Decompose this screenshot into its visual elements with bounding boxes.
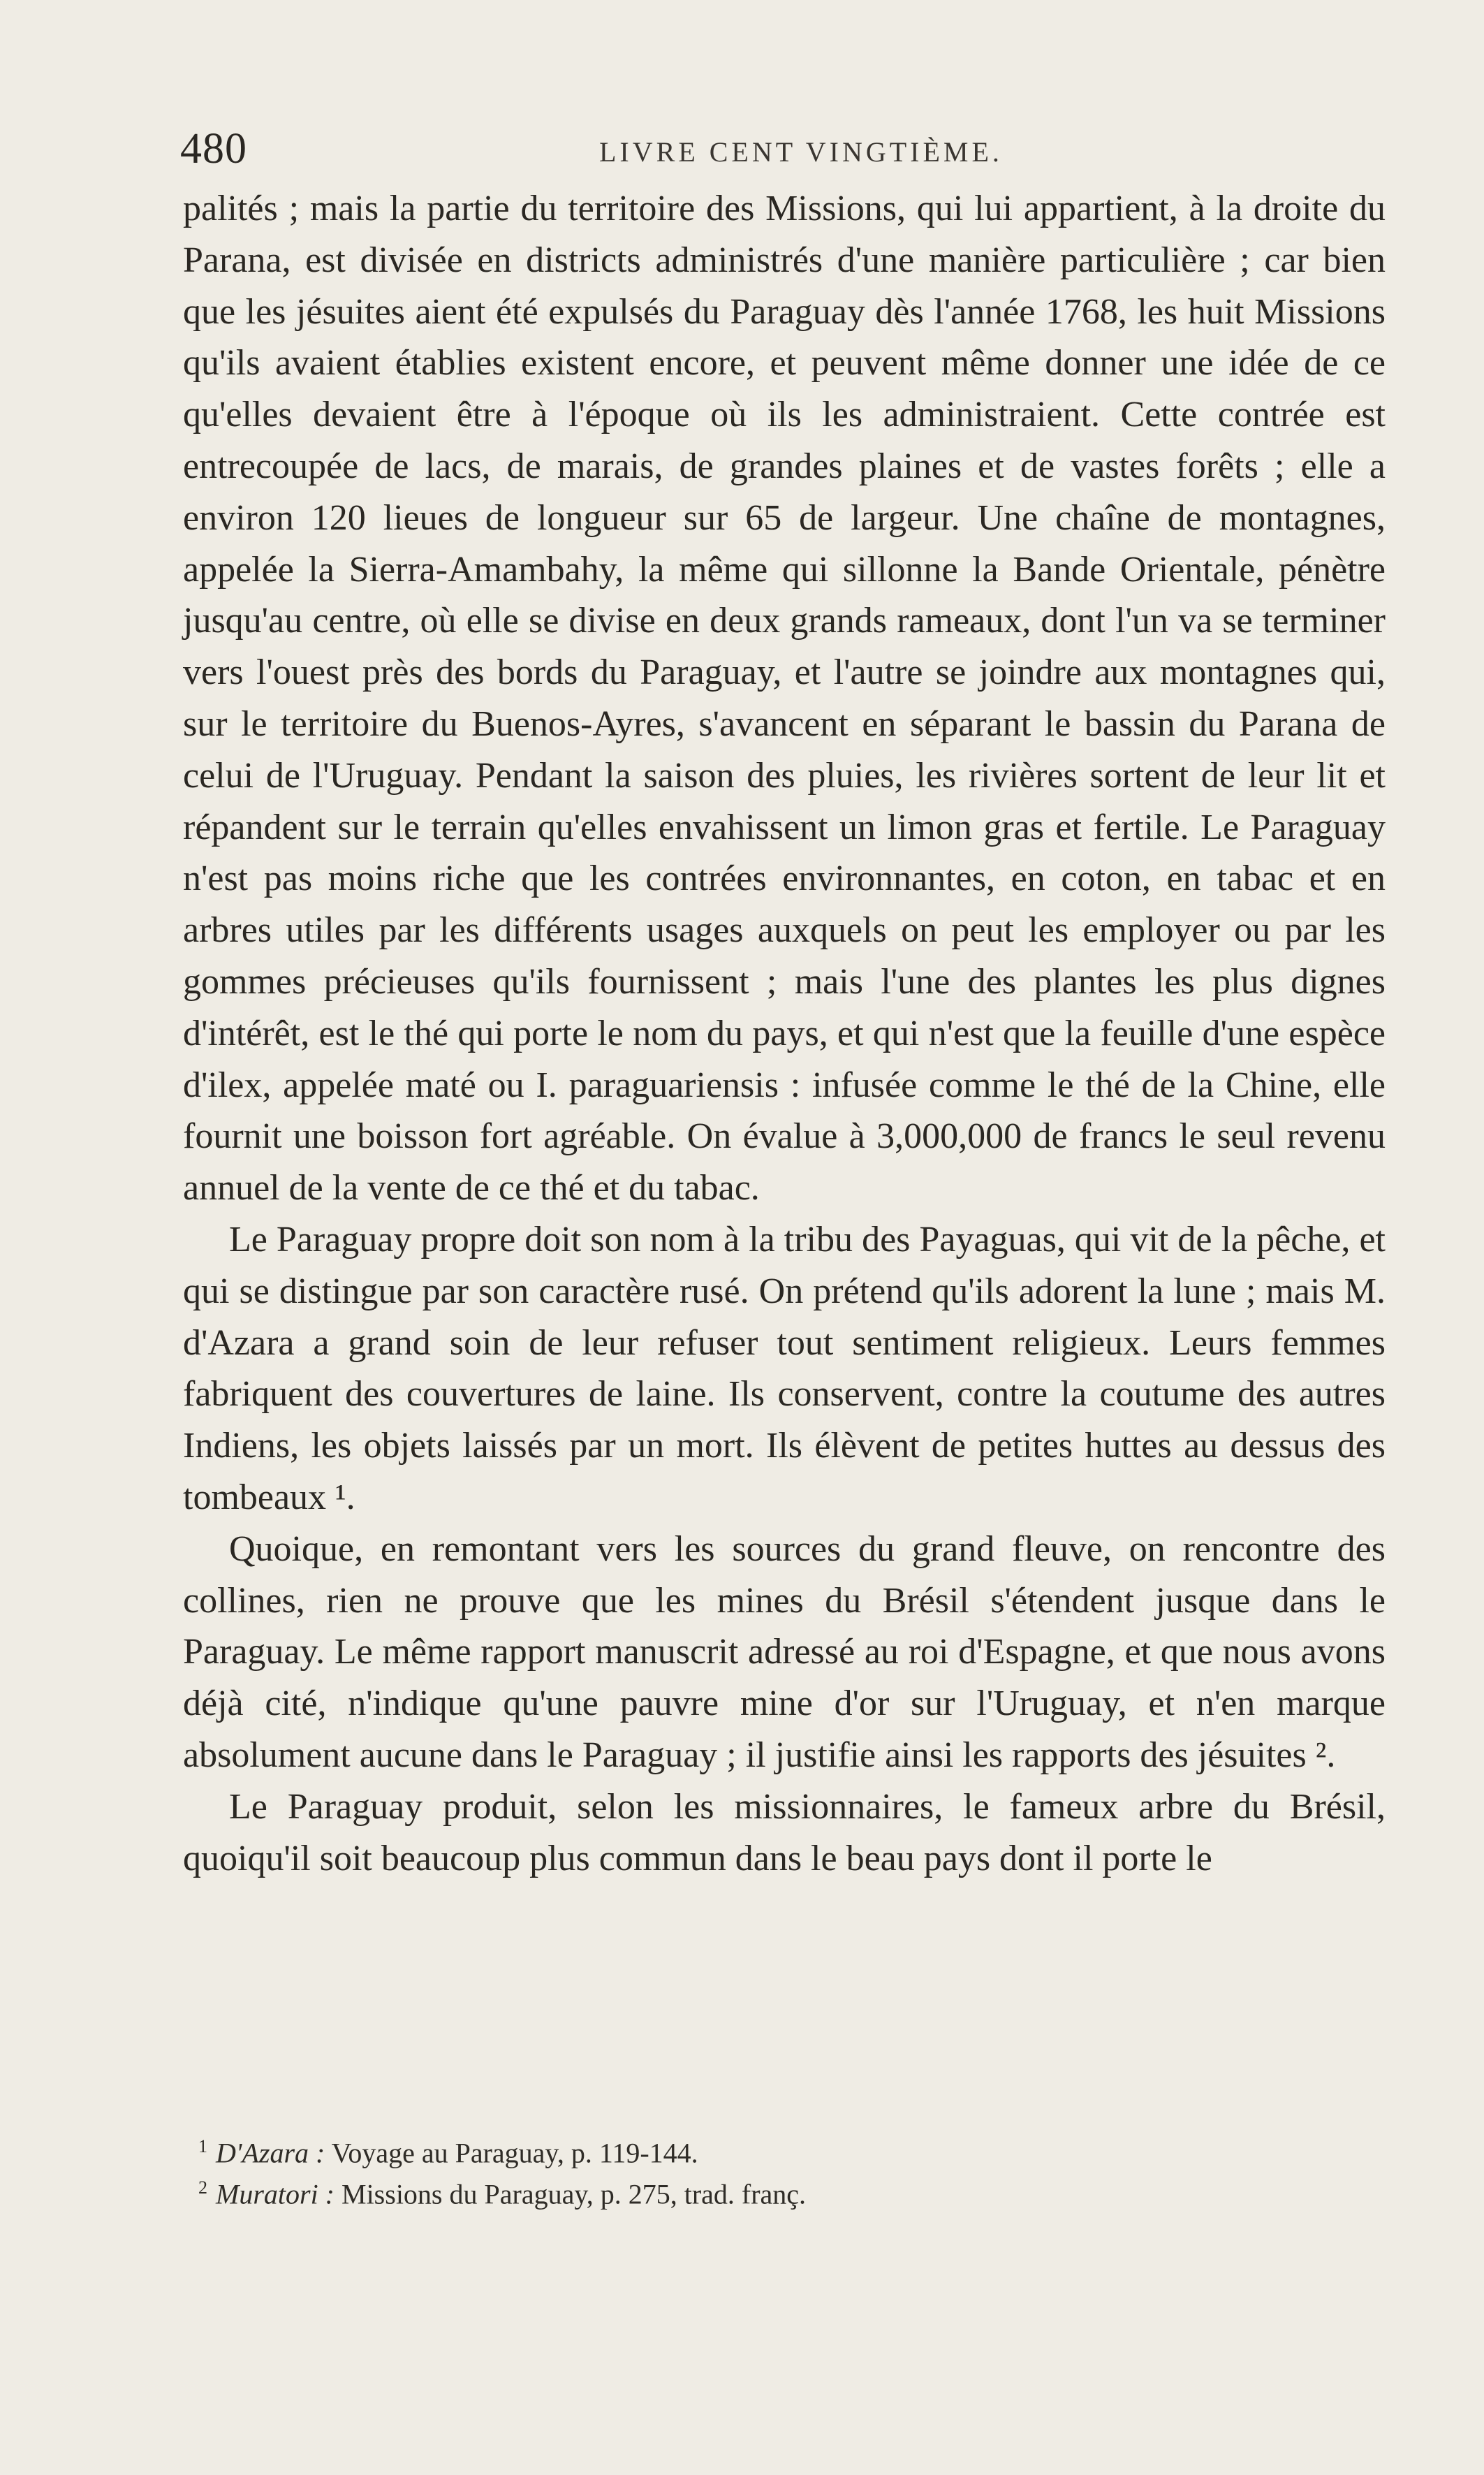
running-title: LIVRE CENT VINGTIÈME.: [599, 136, 1003, 168]
footnote-author: Muratori :: [216, 2178, 335, 2210]
page-number: 480: [180, 125, 247, 173]
paragraph: Le Paraguay produit, selon les missionnaires, le fameux arbre du Brésil, quoiqu'il soit beaucoup plus commun dans le beau pays dont il porte le: [183, 1786, 1386, 1878]
footnotes: [183, 2129, 1386, 2212]
footnote-marker: 1: [198, 2136, 207, 2156]
paragraph: Quoique, en remontant vers les sources du grand fleuve, on rencontre des collines, rien ne prouve que les mines du Brésil s'étendent jusque dans le Paraguay. Le même rapport manuscrit adressé au roi d'Espagne, et que nous avons déjà cité, n'indique qu'une pauvre mine d'or sur l'Uruguay, et n'en marque absolument aucune dans le Paraguay ; il justifie ainsi les rapports des jésuites ².: [183, 1528, 1386, 1775]
footnote: [183, 2170, 1386, 2212]
paragraph: Le Paraguay propre doit son nom à la tribu des Payaguas, qui vit de la pêche, et qui se distingue par son caractère rusé. On prétend qu'ils adorent la lune ; mais M. d'Azara a grand soin de leur refuser tout sentiment religieux. Leurs femmes fabriquent des couvertures de laine. Ils conservent, contre la coutume des autres Indiens, les objets laissés par un mort. Ils élèvent de petites huttes au dessus des tombeaux ¹.: [183, 1219, 1386, 1517]
paragraph: palités ; mais la partie du territoire des Missions, qui lui appartient, à la droite du Parana, est divisée en districts administrés d'une manière particulière ; car bien que les jésuites aient été expulsés du Paraguay dès l'année 1768, les huit Missions qu'ils avaient établies existent encore, et peuvent même donner une idée de ce qu'elles devaient être à l'époque où ils les administraient. Cette contrée est entrecoupée de lacs, de marais, de grandes plaines et de vastes forêts ; elle a environ 120 lieues de longueur sur 65 de largeur. Une chaîne de montagnes, appelée la Sierra-Amambahy, la même qui sillonne la Bande Orientale, pénètre jusqu'au centre, où elle se divise en deux grands rameaux, dont l'un va se terminer vers l'ouest près des bords du Paraguay, et l'autre se joindre aux montagnes qui, sur le territoire du Buenos-Ayres, s'avancent en séparant le bassin du Parana de celui de l'Uruguay. Pendant la saison des pluies, les rivières sortent de leur lit et répandent sur le terrain qu'elles envahissent un limon gras et fertile. Le Paraguay n'est pas moins riche que les contrées environnantes, en coton, en tabac et en arbres utiles par les différents usages auxquels on peut les employer ou par les gommes précieuses qu'ils fournissent ; mais l'une des plantes les plus dignes d'intérêt, est le thé qui porte le nom du pays, et qui n'est que la feuille d'une espèce d'ilex, appelée maté ou I. paraguariensis : infusée comme le thé de la Chine, elle fournit une boisson fort agréable. On évalue à 3,000,000 de francs le seul revenu annuel de la vente de ce thé et du tabac.: [183, 189, 1386, 1209]
running-head: [180, 117, 1381, 180]
footnote: [183, 2129, 1386, 2170]
footnote-marker: 2: [198, 2177, 207, 2198]
footnote-author: D'Azara :: [216, 2137, 325, 2169]
footnote-text: Missions du Paraguay, p. 275, trad. franç.: [341, 2178, 807, 2210]
footnote-text: Voyage au Paraguay, p. 119-144.: [331, 2137, 698, 2169]
body-text: [183, 183, 1386, 1884]
